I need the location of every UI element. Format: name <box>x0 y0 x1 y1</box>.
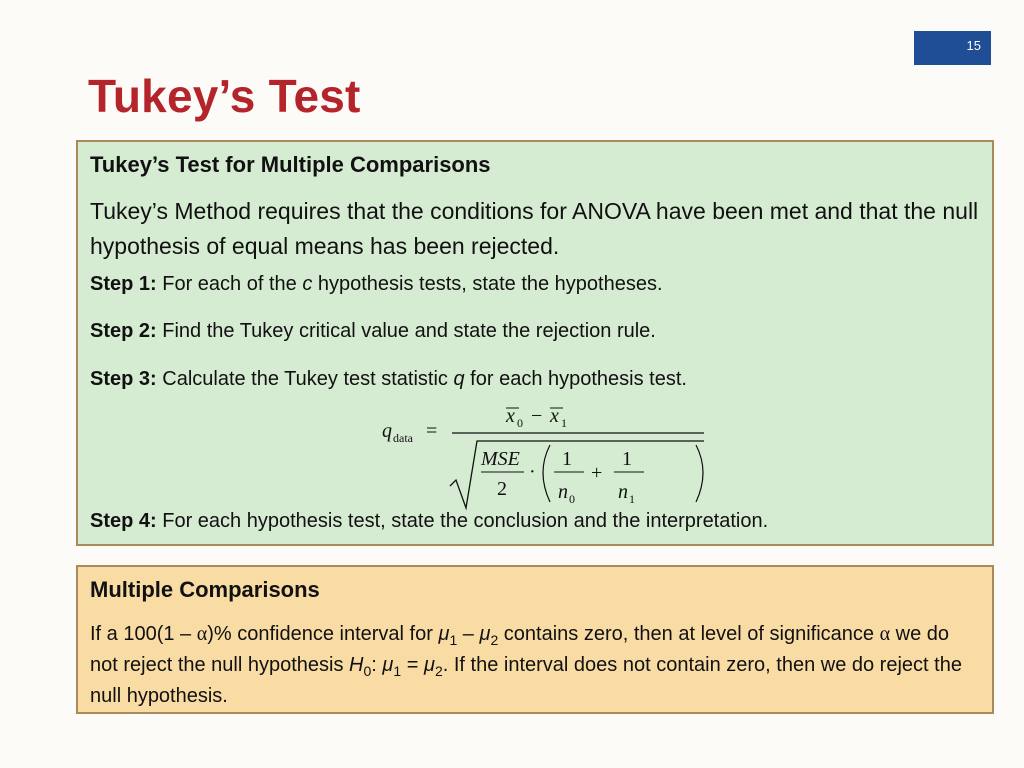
mc-mu-1: μ <box>438 623 450 645</box>
formula-mse: MSE <box>481 448 520 470</box>
mc-part-8: . If the interval does not contain zero, then we do reject the null hypothesis. <box>90 654 962 707</box>
mc-part-4: contains zero, then at level of significance <box>498 623 880 645</box>
formula-one-a: 1 <box>562 448 572 470</box>
step-3 <box>90 368 687 391</box>
step-2-text: Find the Tukey critical value and state the rejection rule. <box>162 320 656 342</box>
step-3-var: q <box>453 368 465 390</box>
page-number-badge <box>914 31 991 65</box>
left-paren <box>543 445 550 502</box>
step-1-var: c <box>302 273 313 295</box>
formula-x0-sub: 0 <box>517 416 523 430</box>
mc-mu-3: μ <box>382 654 394 676</box>
mc-mu-4: μ <box>423 654 435 676</box>
mc-sub-2b: 2 <box>434 663 443 679</box>
formula-x0: x <box>506 405 515 427</box>
page-number: 15 <box>966 38 981 53</box>
step-4 <box>90 510 768 533</box>
mc-sub-1: 1 <box>449 632 458 648</box>
formula-n1-sub: 1 <box>629 492 635 506</box>
formula-dot: · <box>529 461 536 483</box>
mc-sub-0: 0 <box>363 663 372 679</box>
mc-mu-2: μ <box>479 623 491 645</box>
formula-minus: − <box>531 405 543 427</box>
formula-n0-sub: 0 <box>569 492 575 506</box>
formula-plus: + <box>591 462 603 484</box>
mc-alpha-2: α <box>879 623 891 645</box>
mc-part-7: = <box>401 654 424 676</box>
multiple-comparisons-box <box>76 565 994 714</box>
formula-x1: x <box>550 405 559 427</box>
formula-n0: n <box>558 481 568 503</box>
formula-two: 2 <box>497 478 507 500</box>
step-4-text: For each hypothesis test, state the conclusion and the interpretation. <box>162 510 769 532</box>
mc-sub-2: 2 <box>490 632 499 648</box>
mc-part-5: we do not reject the null hypothesis <box>90 623 949 676</box>
formula-x1-sub: 1 <box>561 416 567 430</box>
step-2 <box>90 320 656 343</box>
mc-alpha-1: α <box>196 623 208 645</box>
tukey-box-heading: Tukey’s Test for Multiple Comparisons <box>90 152 491 177</box>
mc-h: H <box>349 654 364 676</box>
step-3-text-b: for each hypothesis test. <box>464 368 687 390</box>
mc-sub-1b: 1 <box>393 663 402 679</box>
mc-part-2: )% confidence interval for <box>207 623 439 645</box>
multiple-comparisons-text <box>90 619 980 712</box>
step-4-label: Step 4: <box>90 510 157 532</box>
step-1-text-a: For each of the <box>162 273 303 295</box>
step-1 <box>90 273 663 296</box>
step-3-label: Step 3: <box>90 368 157 390</box>
tukey-method-box <box>76 140 994 546</box>
right-paren <box>696 445 703 502</box>
formula-one-b: 1 <box>622 448 632 470</box>
formula-n1: n <box>618 481 628 503</box>
step-1-label: Step 1: <box>90 273 157 295</box>
mc-part-1: If a 100(1 – <box>90 623 197 645</box>
multiple-comparisons-heading: Multiple Comparisons <box>90 577 320 602</box>
mc-part-6: : <box>371 654 383 676</box>
step-2-label: Step 2: <box>90 320 157 342</box>
slide-title: Tukey’s Test <box>88 70 361 122</box>
mc-part-3: – <box>457 623 480 645</box>
formula-q-sub: data <box>393 431 413 445</box>
step-3-text-a: Calculate the Tukey test statistic <box>162 368 454 390</box>
formula-equals: = <box>426 420 438 442</box>
step-1-text-b: hypothesis tests, state the hypotheses. <box>312 273 663 295</box>
tukey-statistic-formula <box>378 404 738 514</box>
tukey-intro-text: Tukey’s Method requires that the conditions for ANOVA have been met and that the null hypothesis of equal means has been rejected. <box>90 198 979 259</box>
formula-q: q <box>382 420 392 442</box>
